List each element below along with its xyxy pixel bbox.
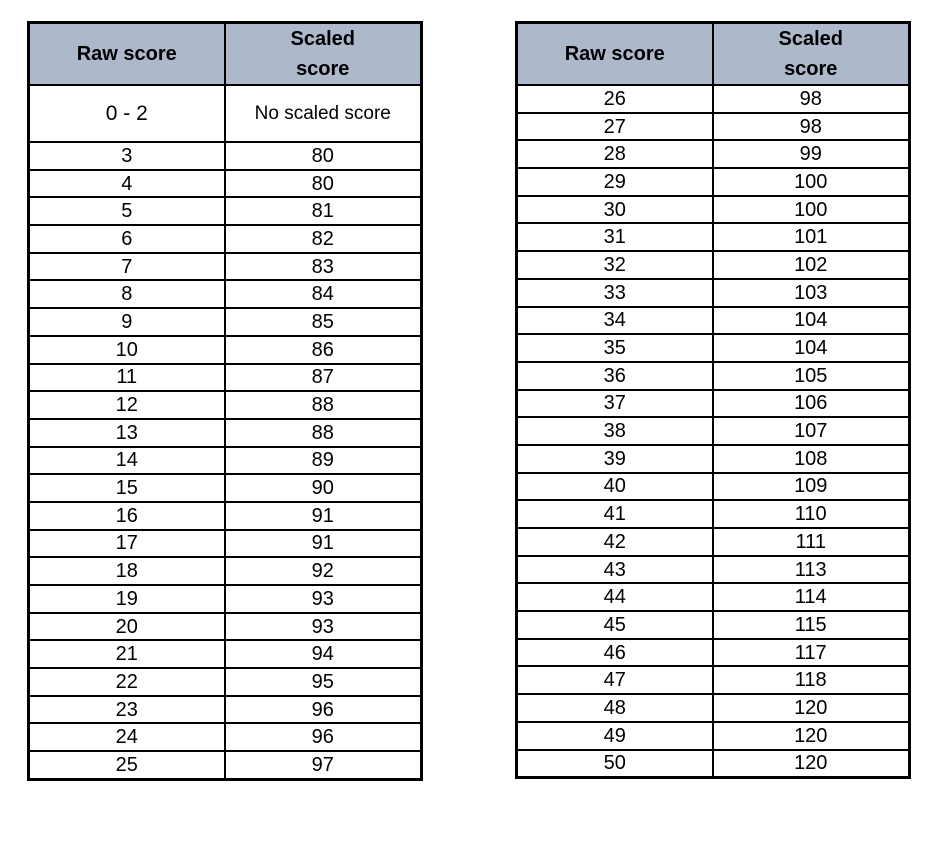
scaled-score-cell: 100 bbox=[713, 168, 910, 196]
scaled-score-cell: 86 bbox=[225, 336, 422, 364]
scaled-score-cell: 104 bbox=[713, 334, 910, 362]
raw-score-cell: 17 bbox=[29, 530, 225, 558]
table-row bbox=[517, 223, 910, 251]
raw-score-cell: 7 bbox=[29, 253, 225, 281]
table-row bbox=[29, 613, 422, 641]
raw-score-cell: 50 bbox=[517, 750, 713, 778]
scaled-score-cell: 120 bbox=[713, 722, 910, 750]
scaled-score-cell: 96 bbox=[225, 696, 422, 724]
raw-score-cell: 40 bbox=[517, 473, 713, 501]
scaled-score-cell: 98 bbox=[713, 113, 910, 141]
scaled-score-cell: 97 bbox=[225, 751, 422, 779]
scaled-score-cell: 117 bbox=[713, 639, 910, 667]
table-row bbox=[517, 528, 910, 556]
scaled-score-cell: No scaled score bbox=[225, 85, 422, 142]
raw-score-header: Raw score bbox=[29, 23, 225, 86]
table-row bbox=[29, 142, 422, 170]
raw-score-cell: 38 bbox=[517, 417, 713, 445]
table-row bbox=[517, 85, 910, 113]
raw-score-header: Raw score bbox=[517, 23, 713, 86]
scaled-score-cell: 84 bbox=[225, 280, 422, 308]
scaled-score-cell: 108 bbox=[713, 445, 910, 473]
scaled-score-cell: 114 bbox=[713, 583, 910, 611]
scaled-score-cell: 102 bbox=[713, 251, 910, 279]
scaled-score-cell: 87 bbox=[225, 364, 422, 392]
table-row bbox=[29, 419, 422, 447]
table-row bbox=[517, 750, 910, 778]
scaled-header-line1: Scaled bbox=[290, 28, 355, 50]
raw-score-cell: 10 bbox=[29, 336, 225, 364]
scaled-score-cell: 90 bbox=[225, 474, 422, 502]
raw-score-cell: 11 bbox=[29, 364, 225, 392]
table-row bbox=[517, 251, 910, 279]
raw-score-cell: 26 bbox=[517, 85, 713, 113]
table-row bbox=[517, 583, 910, 611]
table-row bbox=[29, 502, 422, 530]
raw-score-cell: 29 bbox=[517, 168, 713, 196]
raw-score-cell: 41 bbox=[517, 500, 713, 528]
scaled-score-cell: 111 bbox=[713, 528, 910, 556]
scaled-score-cell: 93 bbox=[225, 613, 422, 641]
scaled-score-cell: 110 bbox=[713, 500, 910, 528]
scaled-score-cell: 115 bbox=[713, 611, 910, 639]
scaled-score-cell: 113 bbox=[713, 556, 910, 584]
table-row bbox=[517, 722, 910, 750]
raw-score-cell: 21 bbox=[29, 640, 225, 668]
raw-score-cell: 44 bbox=[517, 583, 713, 611]
scaled-score-cell: 94 bbox=[225, 640, 422, 668]
scaled-score-cell: 88 bbox=[225, 391, 422, 419]
raw-score-cell: 18 bbox=[29, 557, 225, 585]
table-row bbox=[29, 280, 422, 308]
raw-score-cell: 46 bbox=[517, 639, 713, 667]
table-row bbox=[517, 473, 910, 501]
scaled-score-cell: 88 bbox=[225, 419, 422, 447]
raw-score-cell: 19 bbox=[29, 585, 225, 613]
scaled-header-line2: score bbox=[296, 58, 350, 80]
scaled-score-cell: 95 bbox=[225, 668, 422, 696]
table-row bbox=[29, 585, 422, 613]
scaled-score-cell: 99 bbox=[713, 140, 910, 168]
table-row bbox=[517, 307, 910, 335]
scaled-score-cell: 118 bbox=[713, 666, 910, 694]
raw-score-cell: 22 bbox=[29, 668, 225, 696]
scaled-score-cell: 104 bbox=[713, 307, 910, 335]
table-row bbox=[517, 140, 910, 168]
raw-score-cell: 9 bbox=[29, 308, 225, 336]
raw-score-cell: 37 bbox=[517, 390, 713, 418]
table-row bbox=[517, 279, 910, 307]
table-row bbox=[29, 751, 422, 779]
raw-score-cell: 4 bbox=[29, 170, 225, 198]
raw-score-cell: 14 bbox=[29, 447, 225, 475]
table-row bbox=[517, 390, 910, 418]
table-row bbox=[29, 225, 422, 253]
raw-score-cell: 15 bbox=[29, 474, 225, 502]
raw-score-cell: 30 bbox=[517, 196, 713, 224]
scaled-score-header bbox=[225, 23, 422, 86]
table-row bbox=[29, 530, 422, 558]
scaled-score-cell: 103 bbox=[713, 279, 910, 307]
raw-score-cell: 43 bbox=[517, 556, 713, 584]
table-row bbox=[29, 85, 422, 142]
table-row bbox=[517, 168, 910, 196]
raw-score-cell: 33 bbox=[517, 279, 713, 307]
scaled-score-cell: 120 bbox=[713, 694, 910, 722]
scaled-score-cell: 105 bbox=[713, 362, 910, 390]
raw-score-cell: 45 bbox=[517, 611, 713, 639]
scaled-score-cell: 120 bbox=[713, 750, 910, 778]
scaled-score-cell: 80 bbox=[225, 142, 422, 170]
scaled-score-cell: 107 bbox=[713, 417, 910, 445]
raw-score-cell: 34 bbox=[517, 307, 713, 335]
score-table-right bbox=[515, 21, 911, 779]
raw-score-cell: 3 bbox=[29, 142, 225, 170]
score-table-left bbox=[27, 21, 423, 781]
raw-score-cell: 27 bbox=[517, 113, 713, 141]
raw-score-cell: 23 bbox=[29, 696, 225, 724]
scaled-score-cell: 92 bbox=[225, 557, 422, 585]
scaled-score-cell: 83 bbox=[225, 253, 422, 281]
raw-score-cell: 12 bbox=[29, 391, 225, 419]
raw-score-cell: 8 bbox=[29, 280, 225, 308]
scaled-score-cell: 82 bbox=[225, 225, 422, 253]
table-row bbox=[29, 696, 422, 724]
raw-score-cell: 49 bbox=[517, 722, 713, 750]
table-row bbox=[29, 197, 422, 225]
raw-score-cell: 5 bbox=[29, 197, 225, 225]
table-row bbox=[29, 640, 422, 668]
raw-score-cell: 39 bbox=[517, 445, 713, 473]
raw-score-cell: 47 bbox=[517, 666, 713, 694]
table-row bbox=[29, 308, 422, 336]
raw-score-cell: 35 bbox=[517, 334, 713, 362]
scaled-score-header bbox=[713, 23, 910, 86]
table-row bbox=[29, 170, 422, 198]
scaled-score-cell: 106 bbox=[713, 390, 910, 418]
table-row bbox=[517, 362, 910, 390]
table-row bbox=[29, 668, 422, 696]
raw-score-cell: 31 bbox=[517, 223, 713, 251]
table-row bbox=[29, 253, 422, 281]
table-row bbox=[29, 364, 422, 392]
scaled-score-cell: 100 bbox=[713, 196, 910, 224]
scaled-header-line1: Scaled bbox=[778, 28, 843, 50]
table-row bbox=[517, 611, 910, 639]
scaled-score-cell: 89 bbox=[225, 447, 422, 475]
scaled-score-cell: 101 bbox=[713, 223, 910, 251]
table-row bbox=[517, 694, 910, 722]
raw-score-cell: 48 bbox=[517, 694, 713, 722]
scaled-score-cell: 85 bbox=[225, 308, 422, 336]
table-row bbox=[29, 474, 422, 502]
raw-score-cell: 13 bbox=[29, 419, 225, 447]
table-row bbox=[29, 723, 422, 751]
table-row bbox=[29, 336, 422, 364]
raw-score-cell: 16 bbox=[29, 502, 225, 530]
raw-score-cell: 36 bbox=[517, 362, 713, 390]
raw-score-cell: 25 bbox=[29, 751, 225, 779]
raw-score-cell: 32 bbox=[517, 251, 713, 279]
table-row bbox=[517, 113, 910, 141]
scaled-score-cell: 93 bbox=[225, 585, 422, 613]
raw-score-cell: 28 bbox=[517, 140, 713, 168]
scaled-score-cell: 91 bbox=[225, 530, 422, 558]
scaled-header-line2: score bbox=[784, 58, 838, 80]
scaled-score-cell: 109 bbox=[713, 473, 910, 501]
header-row bbox=[517, 23, 910, 86]
table-row bbox=[517, 639, 910, 667]
table-row bbox=[517, 666, 910, 694]
raw-score-cell: 6 bbox=[29, 225, 225, 253]
scaled-score-cell: 91 bbox=[225, 502, 422, 530]
table-row bbox=[517, 500, 910, 528]
header-row bbox=[29, 23, 422, 86]
table-row bbox=[517, 196, 910, 224]
scaled-score-cell: 81 bbox=[225, 197, 422, 225]
table-row bbox=[517, 445, 910, 473]
scaled-score-cell: 98 bbox=[713, 85, 910, 113]
table-row bbox=[517, 334, 910, 362]
raw-score-cell: 24 bbox=[29, 723, 225, 751]
raw-score-cell: 42 bbox=[517, 528, 713, 556]
scaled-score-cell: 80 bbox=[225, 170, 422, 198]
scaled-score-cell: 96 bbox=[225, 723, 422, 751]
table-row bbox=[29, 447, 422, 475]
raw-score-cell: 20 bbox=[29, 613, 225, 641]
table-row bbox=[517, 556, 910, 584]
raw-score-cell: 0 - 2 bbox=[29, 85, 225, 142]
table-row bbox=[517, 417, 910, 445]
table-row bbox=[29, 391, 422, 419]
table-row bbox=[29, 557, 422, 585]
